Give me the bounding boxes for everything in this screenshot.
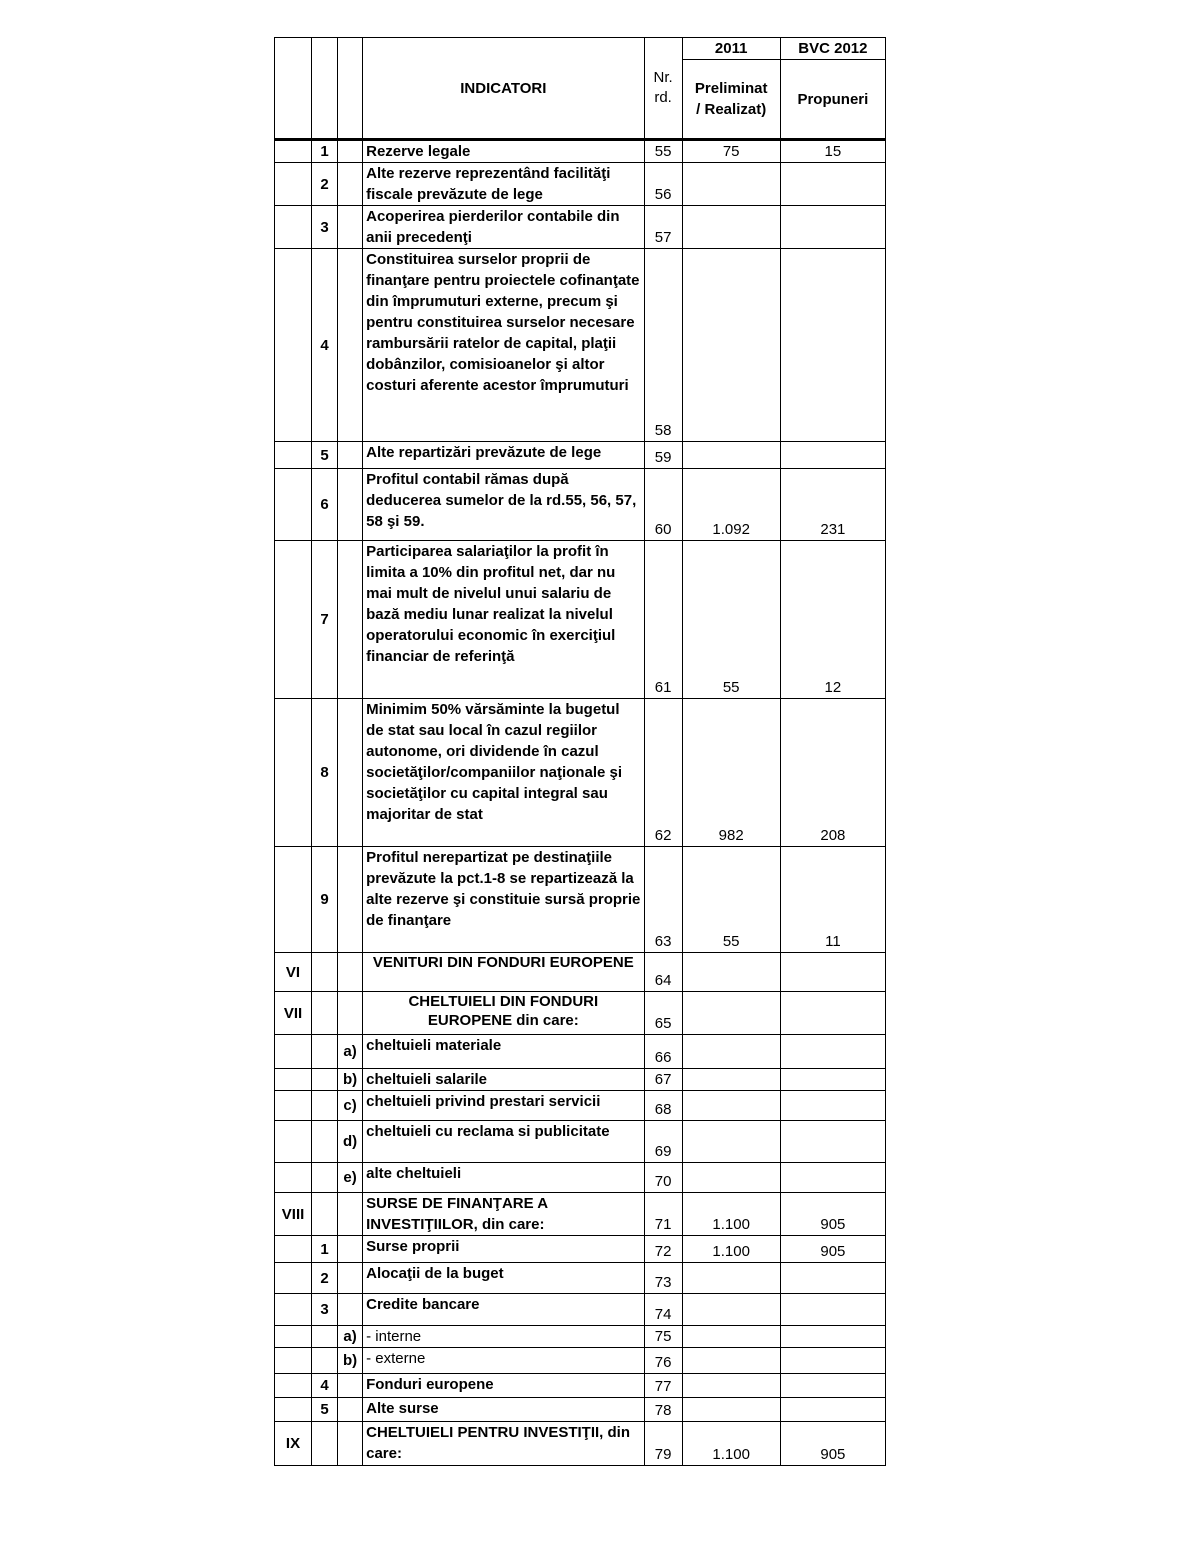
row-value-2012	[780, 992, 885, 1035]
row-roman-numeral	[275, 442, 312, 469]
table-row	[275, 992, 886, 1035]
header-year-2011: 2011	[682, 38, 780, 60]
row-value-2012: 231	[780, 469, 885, 541]
row-value-2011	[682, 1374, 780, 1398]
table-row	[275, 541, 886, 699]
row-value-2011	[682, 249, 780, 442]
row-number: 1	[312, 140, 338, 163]
row-sub-letter	[338, 469, 363, 541]
row-number: 7	[312, 541, 338, 699]
row-value-2012	[780, 442, 885, 469]
table-row	[275, 1091, 886, 1121]
row-value-2012: 208	[780, 699, 885, 847]
row-number	[312, 1069, 338, 1091]
row-value-2012: 905	[780, 1422, 885, 1466]
row-indicator-label: CHELTUIELI DIN FONDURI EUROPENE din care:	[363, 992, 644, 1035]
row-number	[312, 1035, 338, 1069]
row-sub-letter	[338, 249, 363, 442]
row-roman-numeral	[275, 1121, 312, 1163]
row-value-2012	[780, 1294, 885, 1326]
row-nr-rd: 55	[644, 140, 682, 163]
row-roman-numeral	[275, 140, 312, 163]
row-sub-letter: a)	[338, 1035, 363, 1069]
row-value-2011	[682, 1348, 780, 1374]
row-number: 1	[312, 1236, 338, 1263]
row-value-2011	[682, 1091, 780, 1121]
row-indicator-label: Constituirea surselor proprii de finanţare pentru proiectele cofinanţate din împrumuturi externe, precum şi pentru constituirea surselor necesare rambursării ratelor de capital, plaţii dobânzilor, comisioanelor şi altor costuri aferente acestor împrumuturi	[363, 249, 644, 442]
row-nr-rd: 62	[644, 699, 682, 847]
row-value-2012	[780, 1091, 885, 1121]
header-empty-3	[338, 38, 363, 140]
row-value-2012	[780, 1348, 885, 1374]
row-value-2011	[682, 1263, 780, 1294]
row-indicator-label: Alte surse	[363, 1398, 644, 1422]
row-sub-letter: d)	[338, 1121, 363, 1163]
header-nr-rd: Nr. rd.	[644, 38, 682, 140]
row-indicator-label: cheltuieli materiale	[363, 1035, 644, 1069]
row-number	[312, 1193, 338, 1236]
row-value-2012	[780, 953, 885, 992]
row-value-2011: 1.100	[682, 1236, 780, 1263]
row-roman-numeral	[275, 1326, 312, 1348]
row-number	[312, 1091, 338, 1121]
row-value-2011	[682, 1326, 780, 1348]
table-row	[275, 847, 886, 953]
row-sub-letter: a)	[338, 1326, 363, 1348]
row-value-2012	[780, 1326, 885, 1348]
row-roman-numeral: IX	[275, 1422, 312, 1466]
row-nr-rd: 78	[644, 1398, 682, 1422]
row-sub-letter	[338, 1193, 363, 1236]
table-row	[275, 1163, 886, 1193]
row-value-2012: 11	[780, 847, 885, 953]
table-row	[275, 249, 886, 442]
row-indicator-label: CHELTUIELI PENTRU INVESTIŢII, din care:	[363, 1422, 644, 1466]
row-number	[312, 1326, 338, 1348]
row-number: 2	[312, 163, 338, 206]
row-number	[312, 992, 338, 1035]
row-value-2012: 15	[780, 140, 885, 163]
row-sub-letter	[338, 541, 363, 699]
table-row	[275, 1236, 886, 1263]
row-roman-numeral	[275, 1294, 312, 1326]
row-value-2012	[780, 1398, 885, 1422]
row-value-2012	[780, 1163, 885, 1193]
row-number: 4	[312, 1374, 338, 1398]
row-nr-rd: 77	[644, 1374, 682, 1398]
header-empty-2	[312, 38, 338, 140]
row-sub-letter: e)	[338, 1163, 363, 1193]
row-number	[312, 1121, 338, 1163]
row-number: 4	[312, 249, 338, 442]
row-nr-rd: 68	[644, 1091, 682, 1121]
row-number: 2	[312, 1263, 338, 1294]
row-roman-numeral	[275, 1263, 312, 1294]
row-nr-rd: 75	[644, 1326, 682, 1348]
row-number: 5	[312, 1398, 338, 1422]
row-value-2011	[682, 1398, 780, 1422]
header-empty-1	[275, 38, 312, 140]
table-row	[275, 699, 886, 847]
row-number	[312, 1422, 338, 1466]
row-sub-letter	[338, 1422, 363, 1466]
row-roman-numeral	[275, 1035, 312, 1069]
row-roman-numeral	[275, 1163, 312, 1193]
row-value-2011: 982	[682, 699, 780, 847]
table-row	[275, 1374, 886, 1398]
header-propuneri: Propuneri	[780, 60, 885, 140]
row-value-2011	[682, 1294, 780, 1326]
row-value-2011	[682, 1121, 780, 1163]
row-roman-numeral	[275, 541, 312, 699]
row-nr-rd: 76	[644, 1348, 682, 1374]
row-value-2011	[682, 163, 780, 206]
row-indicator-label: Alocaţii de la buget	[363, 1263, 644, 1294]
row-value-2011: 1.100	[682, 1193, 780, 1236]
row-value-2012	[780, 249, 885, 442]
row-sub-letter: b)	[338, 1069, 363, 1091]
row-nr-rd: 71	[644, 1193, 682, 1236]
row-nr-rd: 58	[644, 249, 682, 442]
row-indicator-label: - externe	[363, 1348, 644, 1374]
row-sub-letter	[338, 206, 363, 249]
row-value-2011: 75	[682, 140, 780, 163]
row-nr-rd: 70	[644, 1163, 682, 1193]
row-nr-rd: 65	[644, 992, 682, 1035]
row-indicator-label: Surse proprii	[363, 1236, 644, 1263]
row-value-2011	[682, 1069, 780, 1091]
row-number: 3	[312, 206, 338, 249]
row-number	[312, 953, 338, 992]
row-number: 9	[312, 847, 338, 953]
table-row	[275, 163, 886, 206]
row-number: 8	[312, 699, 338, 847]
row-value-2012: 12	[780, 541, 885, 699]
row-roman-numeral	[275, 249, 312, 442]
row-roman-numeral	[275, 163, 312, 206]
row-value-2012	[780, 1121, 885, 1163]
row-roman-numeral	[275, 1374, 312, 1398]
row-sub-letter	[338, 1263, 363, 1294]
row-nr-rd: 72	[644, 1236, 682, 1263]
table-row	[275, 1398, 886, 1422]
table-row	[275, 1263, 886, 1294]
row-roman-numeral: VIII	[275, 1193, 312, 1236]
row-indicator-label: Fonduri europene	[363, 1374, 644, 1398]
row-nr-rd: 56	[644, 163, 682, 206]
row-nr-rd: 67	[644, 1069, 682, 1091]
header-indicatori: INDICATORI	[363, 38, 644, 140]
row-nr-rd: 74	[644, 1294, 682, 1326]
row-indicator-label: Alte repartizări prevăzute de lege	[363, 442, 644, 469]
row-roman-numeral: VII	[275, 992, 312, 1035]
row-roman-numeral	[275, 206, 312, 249]
table-row	[275, 1121, 886, 1163]
table-row	[275, 1326, 886, 1348]
table-row	[275, 1348, 886, 1374]
header-bvc-2012: BVC 2012	[780, 38, 885, 60]
row-indicator-label: Profitul contabil rămas după deducerea sumelor de la rd.55, 56, 57, 58 şi 59.	[363, 469, 644, 541]
table-row	[275, 1069, 886, 1091]
row-roman-numeral	[275, 847, 312, 953]
row-indicator-label: cheltuieli salarile	[363, 1069, 644, 1091]
row-sub-letter	[338, 442, 363, 469]
row-nr-rd: 66	[644, 1035, 682, 1069]
row-value-2011: 55	[682, 847, 780, 953]
row-sub-letter	[338, 163, 363, 206]
row-sub-letter	[338, 1374, 363, 1398]
row-number	[312, 1348, 338, 1374]
row-value-2012	[780, 1263, 885, 1294]
budget-table	[274, 37, 886, 1466]
row-nr-rd: 73	[644, 1263, 682, 1294]
row-indicator-label: alte cheltuieli	[363, 1163, 644, 1193]
row-nr-rd: 60	[644, 469, 682, 541]
row-roman-numeral: VI	[275, 953, 312, 992]
row-number: 5	[312, 442, 338, 469]
row-sub-letter: c)	[338, 1091, 363, 1121]
row-sub-letter	[338, 699, 363, 847]
row-indicator-label: Participarea salariaţilor la profit în limita a 10% din profitul net, dar nu mai mult de nivelul unui salariu de bază mediu lunar realizat la nivelul operatorului economic în exerciţiul financiar de referinţă	[363, 541, 644, 699]
row-nr-rd: 57	[644, 206, 682, 249]
row-value-2012: 905	[780, 1236, 885, 1263]
row-indicator-label: SURSE DE FINANŢARE A INVESTIŢIILOR, din care:	[363, 1193, 644, 1236]
row-sub-letter	[338, 953, 363, 992]
row-number	[312, 1163, 338, 1193]
row-nr-rd: 79	[644, 1422, 682, 1466]
row-value-2012	[780, 206, 885, 249]
row-roman-numeral	[275, 1091, 312, 1121]
row-indicator-label: Acoperirea pierderilor contabile din anii precedenţi	[363, 206, 644, 249]
row-value-2011	[682, 1035, 780, 1069]
row-value-2012: 905	[780, 1193, 885, 1236]
table-row	[275, 1035, 886, 1069]
row-indicator-label: Rezerve legale	[363, 140, 644, 163]
row-sub-letter	[338, 1236, 363, 1263]
row-number: 6	[312, 469, 338, 541]
row-sub-letter	[338, 847, 363, 953]
row-sub-letter	[338, 1294, 363, 1326]
row-roman-numeral	[275, 699, 312, 847]
table-row	[275, 1422, 886, 1466]
row-value-2011	[682, 992, 780, 1035]
row-nr-rd: 69	[644, 1121, 682, 1163]
row-sub-letter	[338, 992, 363, 1035]
table-row	[275, 140, 886, 163]
row-roman-numeral	[275, 1236, 312, 1263]
row-value-2011: 55	[682, 541, 780, 699]
row-indicator-label: VENITURI DIN FONDURI EUROPENE	[363, 953, 644, 992]
row-value-2011: 1.092	[682, 469, 780, 541]
row-value-2012	[780, 1035, 885, 1069]
row-value-2011	[682, 206, 780, 249]
row-indicator-label: Credite bancare	[363, 1294, 644, 1326]
row-indicator-label: Minimim 50% vărsăminte la bugetul de stat sau local în cazul regiilor autonome, ori dividende în cazul societăţilor/companiilor naţionale şi societăţilor cu capital integral sau majoritar de stat	[363, 699, 644, 847]
row-nr-rd: 61	[644, 541, 682, 699]
header-preliminat: Preliminat / Realizat)	[682, 60, 780, 140]
row-indicator-label: cheltuieli privind prestari servicii	[363, 1091, 644, 1121]
row-sub-letter: b)	[338, 1348, 363, 1374]
row-sub-letter	[338, 1398, 363, 1422]
row-number: 3	[312, 1294, 338, 1326]
table-row	[275, 1193, 886, 1236]
table-row	[275, 953, 886, 992]
row-nr-rd: 63	[644, 847, 682, 953]
row-value-2011: 1.100	[682, 1422, 780, 1466]
row-roman-numeral	[275, 1069, 312, 1091]
row-nr-rd: 64	[644, 953, 682, 992]
row-value-2012	[780, 1069, 885, 1091]
row-value-2011	[682, 442, 780, 469]
table-row	[275, 206, 886, 249]
row-value-2011	[682, 953, 780, 992]
row-roman-numeral	[275, 1398, 312, 1422]
row-roman-numeral	[275, 1348, 312, 1374]
table-row	[275, 469, 886, 541]
row-indicator-label: Alte rezerve reprezentând facilităţi fiscale prevăzute de lege	[363, 163, 644, 206]
row-roman-numeral	[275, 469, 312, 541]
row-indicator-label: - interne	[363, 1326, 644, 1348]
row-value-2012	[780, 163, 885, 206]
row-nr-rd: 59	[644, 442, 682, 469]
row-sub-letter	[338, 140, 363, 163]
table-row	[275, 1294, 886, 1326]
row-indicator-label: cheltuieli cu reclama si publicitate	[363, 1121, 644, 1163]
table-row	[275, 442, 886, 469]
row-value-2012	[780, 1374, 885, 1398]
row-value-2011	[682, 1163, 780, 1193]
row-indicator-label: Profitul nerepartizat pe destinaţiile prevăzute la pct.1-8 se repartizează la alte rezerve şi constituie sursă proprie de finanţare	[363, 847, 644, 953]
